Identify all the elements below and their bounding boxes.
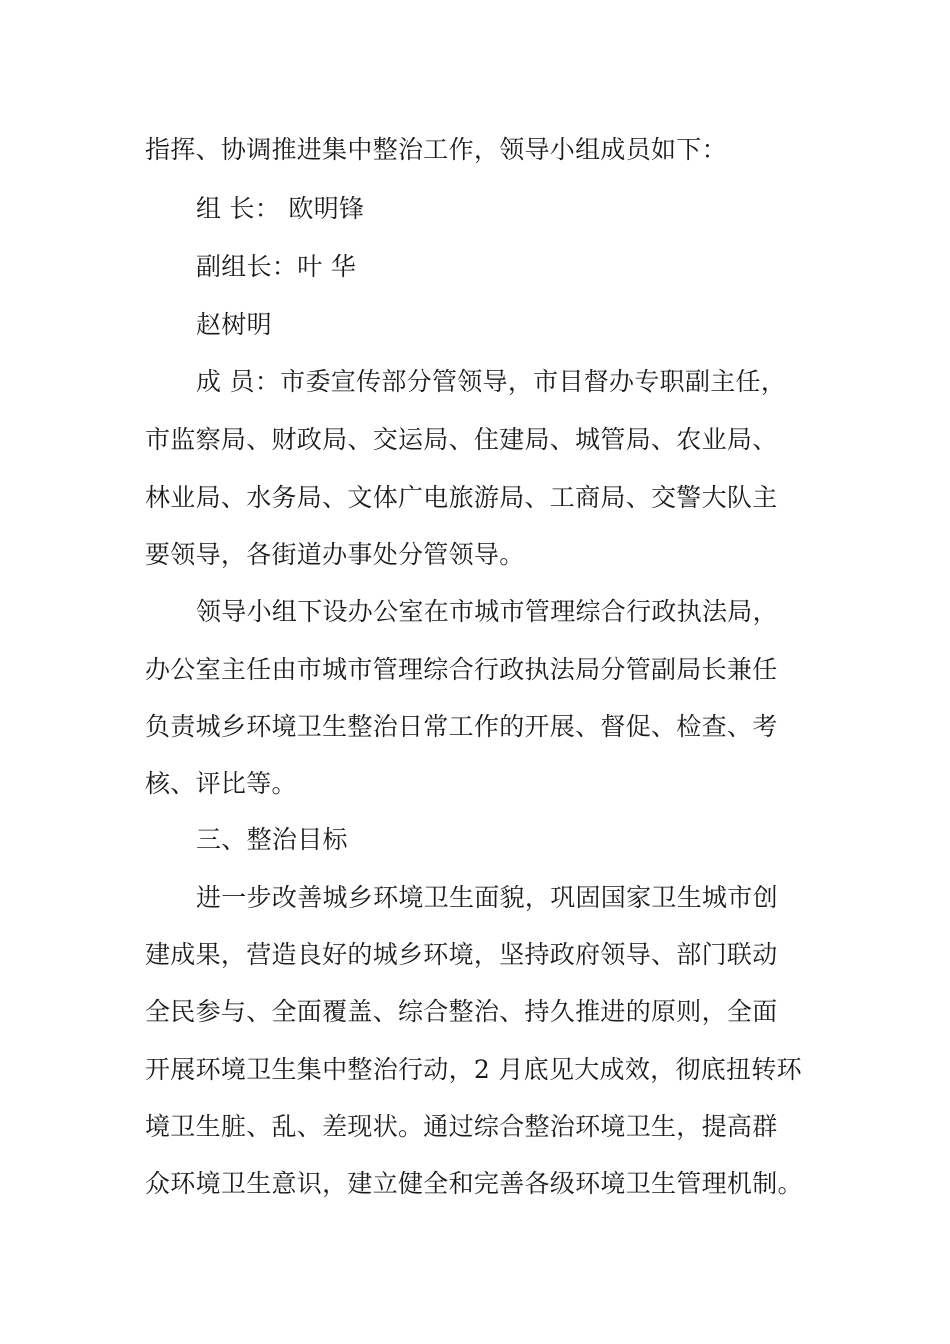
paragraph-line: 建成果，营造良好的城乡环境，坚持政府领导、部门联动 (145, 940, 778, 969)
paragraph-line: 开展环境卫生集中整治行动，2 月底见大成效，彻底扭转环 (145, 1055, 802, 1084)
paragraph-line: 指挥、协调推进集中整治工作，领导小组成员如下： (145, 135, 727, 164)
paragraph-line: 办公室主任由市城市管理综合行政执法局分管副局长兼任 (145, 655, 778, 684)
paragraph-line: 市监察局、财政局、交运局、住建局、城管局、农业局、 (145, 425, 778, 454)
paragraph-line: 核、评比等。 (145, 769, 297, 798)
paragraph-line: 负责城乡环境卫生整治日常工作的开展、督促、检查、考 (145, 712, 778, 741)
paragraph-line: 众环境卫生意识，建立健全和完善各级环境卫生管理机制。 (145, 1169, 803, 1198)
members-line: 成 员：市委宣传部分管领导，市目督办专职副主任， (196, 367, 787, 396)
section-heading: 三、整治目标 (196, 825, 348, 854)
paragraph-line: 境卫生脏、乱、差现状。通过综合整治环境卫生，提高群 (145, 1112, 778, 1141)
paragraph-line: 领导小组下设办公室在市城市管理综合行政执法局， (196, 597, 778, 626)
paragraph-line: 要领导，各街道办事处分管领导。 (145, 540, 525, 569)
paragraph-line: 进一步改善城乡环境卫生面貌，巩固国家卫生城市创 (196, 883, 778, 912)
deputy-leader-name: 赵树明 (196, 310, 272, 339)
leader-line: 组 长： 欧明锋 (196, 194, 365, 223)
deputy-leader-line: 副组长：叶 华 (196, 252, 357, 281)
paragraph-line: 林业局、水务局、文体广电旅游局、工商局、交警大队主 (145, 483, 778, 512)
paragraph-line: 全民参与、全面覆盖、综合整治、持久推进的原则，全面 (145, 997, 778, 1026)
